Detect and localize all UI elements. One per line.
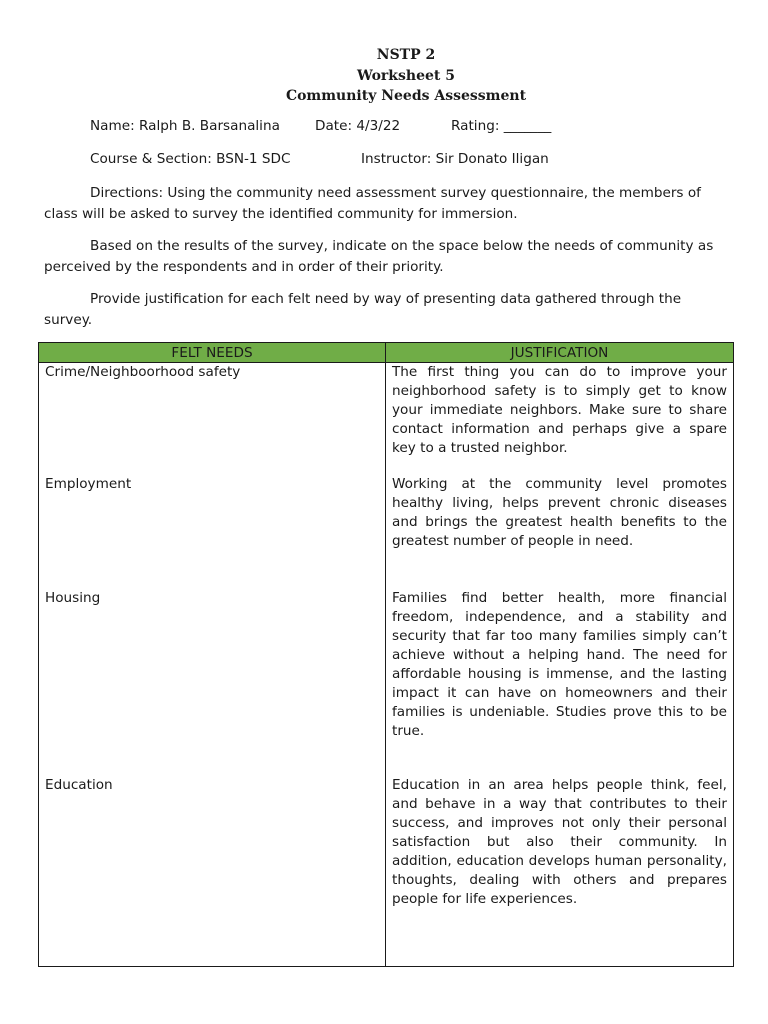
- felt-need-cell: Education: [39, 776, 386, 967]
- worksheet-title: Community Needs Assessment: [285, 88, 527, 104]
- felt-need-cell: Housing: [39, 589, 386, 776]
- justification-instruction-paragraph: [44, 289, 720, 331]
- instructor-name: Instructor: Sir Donato Iligan: [361, 151, 549, 167]
- justification-header: JUSTIFICATION: [386, 343, 734, 363]
- rating-field: Rating: _______: [451, 118, 552, 134]
- worksheet-header: [0, 45, 768, 107]
- course-title: NSTP 2: [376, 47, 436, 63]
- felt-need-cell: Employment: [39, 475, 386, 589]
- felt-need-cell: Crime/Neighboorhood safety: [39, 363, 386, 476]
- justification-cell: Working at the community level promotes healthy living, helps prevent chronic diseases and brings the greatest health benefits to the greatest number of people in need.: [386, 475, 734, 589]
- table-header-row: [39, 343, 734, 363]
- justification-cell: Families find better health, more financial freedom, independence, and a stability and security that far too many families simply can’t achieve without a helping hand. The need for affordable housing is immense, and the lasting impact it can have on homeowners and their families is undeniable. Studies prove this to be true.: [386, 589, 734, 776]
- justification-instruction-text: Provide justification for each felt need by way of presenting data gathered through the survey.: [44, 291, 682, 328]
- felt-needs-header: FELT NEEDS: [39, 343, 386, 363]
- felt-needs-table: [38, 342, 734, 967]
- course-section: Course & Section: BSN-1 SDC: [90, 151, 291, 167]
- based-on-results-paragraph: [44, 236, 720, 278]
- table-row: [39, 589, 734, 776]
- directions-paragraph: [44, 183, 720, 225]
- submission-date: Date: 4/3/22: [315, 118, 401, 134]
- justification-cell: The first thing you can do to improve your neighborhood safety is to simply get to know your immediate neighbors. Make sure to share contact information and perhaps give a spare key to a trusted neighbor.: [386, 363, 734, 476]
- worksheet-number: Worksheet 5: [357, 67, 455, 84]
- justification-cell: Education in an area helps people think, feel, and behave in a way that contributes to their success, and improves not only their personal satisfaction but also their community. In addition, education develops human personality, thoughts, dealing with others and prepares people for life experiences.: [386, 776, 734, 967]
- table-row: [39, 363, 734, 476]
- based-on-results-text: Based on the results of the survey, indicate on the space below the needs of community as perceived by the respondents and in order of their priority.: [44, 238, 714, 275]
- student-name: Name: Ralph B. Barsanalina: [90, 118, 280, 134]
- directions-text: Directions: Using the community need assessment survey questionnaire, the members of class will be asked to survey the identified community for immersion.: [44, 185, 701, 222]
- table-row: [39, 475, 734, 589]
- table-row: [39, 776, 734, 967]
